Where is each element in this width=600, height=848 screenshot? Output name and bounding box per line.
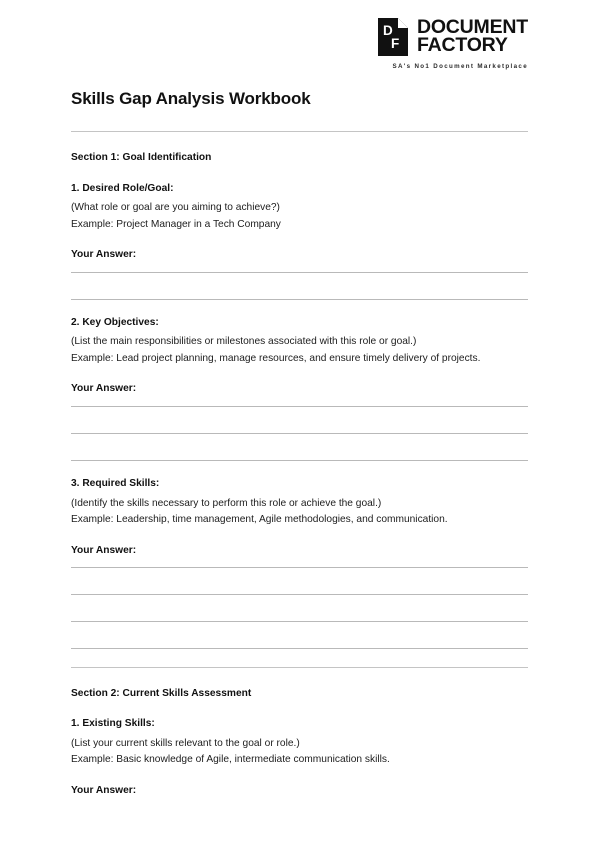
answer-line[interactable] — [71, 648, 528, 649]
document-content — [71, 88, 528, 798]
answer-label: Your Answer: — [71, 383, 137, 395]
question-text — [71, 496, 528, 529]
answer-line[interactable] — [71, 460, 528, 461]
question-text — [71, 334, 528, 367]
brand-name-line2: FACTORY — [416, 34, 508, 56]
answer-lines[interactable] — [71, 406, 528, 461]
answer-line[interactable] — [71, 433, 528, 434]
answer-line[interactable] — [71, 272, 528, 273]
question-block — [71, 182, 528, 300]
question-title: 1. Existing Skills: — [71, 718, 155, 730]
brand-tagline: SA's No1 Document Marketplace — [392, 63, 528, 70]
answer-line[interactable] — [71, 406, 528, 407]
answer-label: Your Answer: — [71, 249, 137, 261]
section-current-skills-assessment — [71, 687, 528, 798]
question-prompt: (What role or goal are you aiming to achieve?) — [71, 202, 280, 214]
brand-name-line1: DOCUMENT — [416, 16, 528, 39]
question-prompt: (List the main responsibilities or milestones associated with this role or goal.) — [71, 336, 417, 348]
section-divider — [71, 667, 528, 668]
section-goal-identification — [71, 151, 528, 649]
question-example: Example: Project Manager in a Tech Company — [71, 218, 281, 230]
section-heading: Section 2: Current Skills Assessment — [71, 687, 252, 699]
question-text — [71, 736, 528, 769]
question-block — [71, 717, 528, 798]
brand-header — [378, 18, 528, 70]
document-page-icon — [378, 18, 408, 56]
answer-lines[interactable] — [71, 272, 528, 300]
question-title: 1. Desired Role/Goal: — [71, 182, 174, 194]
answer-label: Your Answer: — [71, 784, 137, 796]
answer-line[interactable] — [71, 299, 528, 300]
title-divider — [71, 131, 528, 132]
answer-lines[interactable] — [71, 567, 528, 649]
brand-logo — [378, 18, 528, 56]
question-title: 3. Required Skills: — [71, 477, 160, 489]
question-prompt: (List your current skills relevant to the goal or role.) — [71, 737, 300, 749]
page-title: Skills Gap Analysis Workbook — [71, 89, 311, 108]
question-text — [71, 200, 528, 233]
answer-line[interactable] — [71, 567, 528, 568]
question-example: Example: Basic knowledge of Agile, intermediate communication skills. — [71, 754, 390, 766]
question-prompt: (Identify the skills necessary to perform this role or achieve the goal.) — [71, 497, 382, 509]
brand-mark-letter-d: D — [382, 23, 393, 38]
brand-wordmark — [416, 16, 528, 56]
question-title: 2. Key Objectives: — [71, 316, 159, 328]
question-block — [71, 477, 528, 649]
question-example: Example: Lead project planning, manage resources, and ensure timely delivery of projects. — [71, 352, 481, 364]
answer-line[interactable] — [71, 621, 528, 622]
question-block — [71, 316, 528, 461]
brand-mark-letter-f: F — [390, 36, 400, 51]
question-example: Example: Leadership, time management, Agile methodologies, and communication. — [71, 514, 448, 526]
answer-line[interactable] — [71, 594, 528, 595]
section-heading: Section 1: Goal Identification — [71, 152, 212, 164]
answer-label: Your Answer: — [71, 544, 137, 556]
